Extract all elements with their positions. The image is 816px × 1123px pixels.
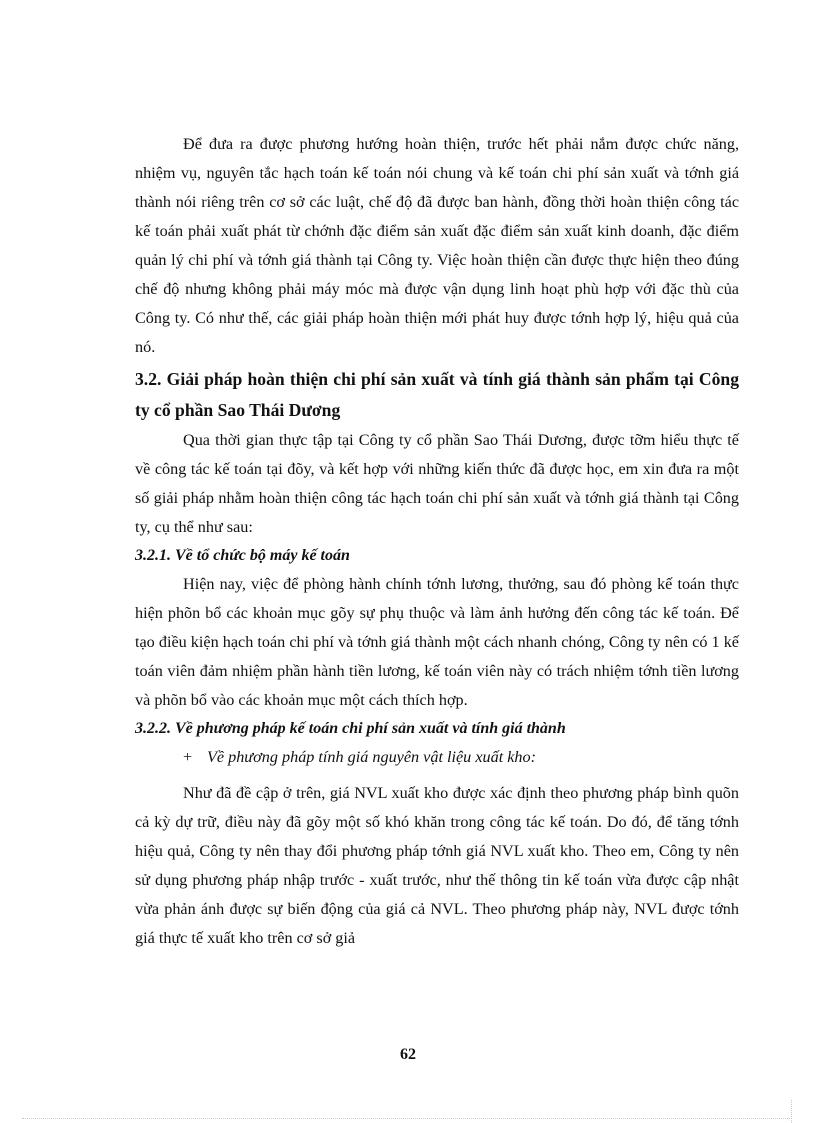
heading-section-3-2-1: 3.2.1. Về tổ chức bộ máy kế toán bbox=[135, 547, 350, 564]
paragraph-internship: Qua thời gian thực tập tại Công ty cổ phần Sao Thái Dương, được tỡm hiểu thực tế về công tác kế toán tại đõy, và kết hợp với những kiến thức đã được học, em xin đưa ra một số giải pháp nhằm hoàn thiện công tác hạch toán chi phí sản xuất và tớnh giá thành tại Công ty, cụ thể như sau: bbox=[135, 431, 739, 536]
page-break-line bbox=[22, 1118, 792, 1119]
heading-section-3-2-2: 3.2.2. Về phương pháp kế toán chi phí sản xuất và tính giá thành bbox=[135, 720, 566, 737]
page-number: 62 bbox=[400, 1046, 416, 1063]
paragraph-intro: Để đưa ra được phương hướng hoàn thiện, trước hết phải nắm được chức năng, nhiệm vụ, nguyên tắc hạch toán kế toán nói chung và kế toán chi phí sản xuất và tớnh giá thành nói riêng trên cơ sở các luật, chế độ đã được ban hành, đồng thời hoàn thiện công tác kế toán phải xuất phát từ chớnh đặc điểm sản xuất đặc điểm sản xuất kinh doanh, đặc điểm quản lý chi phí và tớnh giá thành tại Công ty. Việc hoàn thiện cần được thực hiện theo đúng chế độ nhưng không phải máy móc mà được vận dụng linh hoạt phù hợp với đặc thù của Công ty. Có như thế, các giải pháp hoàn thiện mới phát huy được tớnh hợp lý, hiệu quả của nó. bbox=[135, 135, 739, 356]
bullet-item bbox=[135, 743, 739, 771]
bullet-text: Về phương pháp tính giá nguyên vật liệu xuất kho: bbox=[207, 748, 537, 766]
paragraph-material-pricing: Như đã đề cập ở trên, giá NVL xuất kho được xác định theo phương pháp bình quõn cả kỳ dự trữ, điều này đã gõy một số khó khăn trong công tác kế toán. Do đó, để tăng tớnh hiệu quả, Công ty nên thay đổi phương pháp tớnh giá NVL xuất kho. Theo em, Công ty nên sử dụng phương pháp nhập trước - xuất trước, như thế thông tin kế toán vừa được cập nhật vừa phản ánh được sự biến động của giá cả NVL. Theo phương pháp này, NVL được tớnh giá thực tế xuất kho trên cơ sở giả bbox=[135, 784, 739, 947]
page-corner-mark bbox=[791, 1100, 792, 1123]
bullet-marker: + bbox=[183, 748, 193, 766]
page-content bbox=[135, 130, 739, 953]
paragraph-accounting-structure: Hiện nay, việc để phòng hành chính tớnh lương, thưởng, sau đó phòng kế toán thực hiện phõn bổ các khoản mục gõy sự phụ thuộc và làm ảnh hưởng đến công tác kế toán. Để tạo điều kiện hạch toán chi phí và tớnh giá thành một cách nhanh chóng, Công ty nên có 1 kế toán viên đảm nhiệm phần hành tiền lương, kế toán viên này có trách nhiệm tớnh tiền lương và phõn bổ vào các khoản mục một cách thích hợp. bbox=[135, 575, 739, 709]
heading-section-3-2: 3.2. Giải pháp hoàn thiện chi phí sản xuất và tính giá thành sản phẩm tại Công ty cổ phần Sao Thái Dương bbox=[135, 369, 739, 420]
